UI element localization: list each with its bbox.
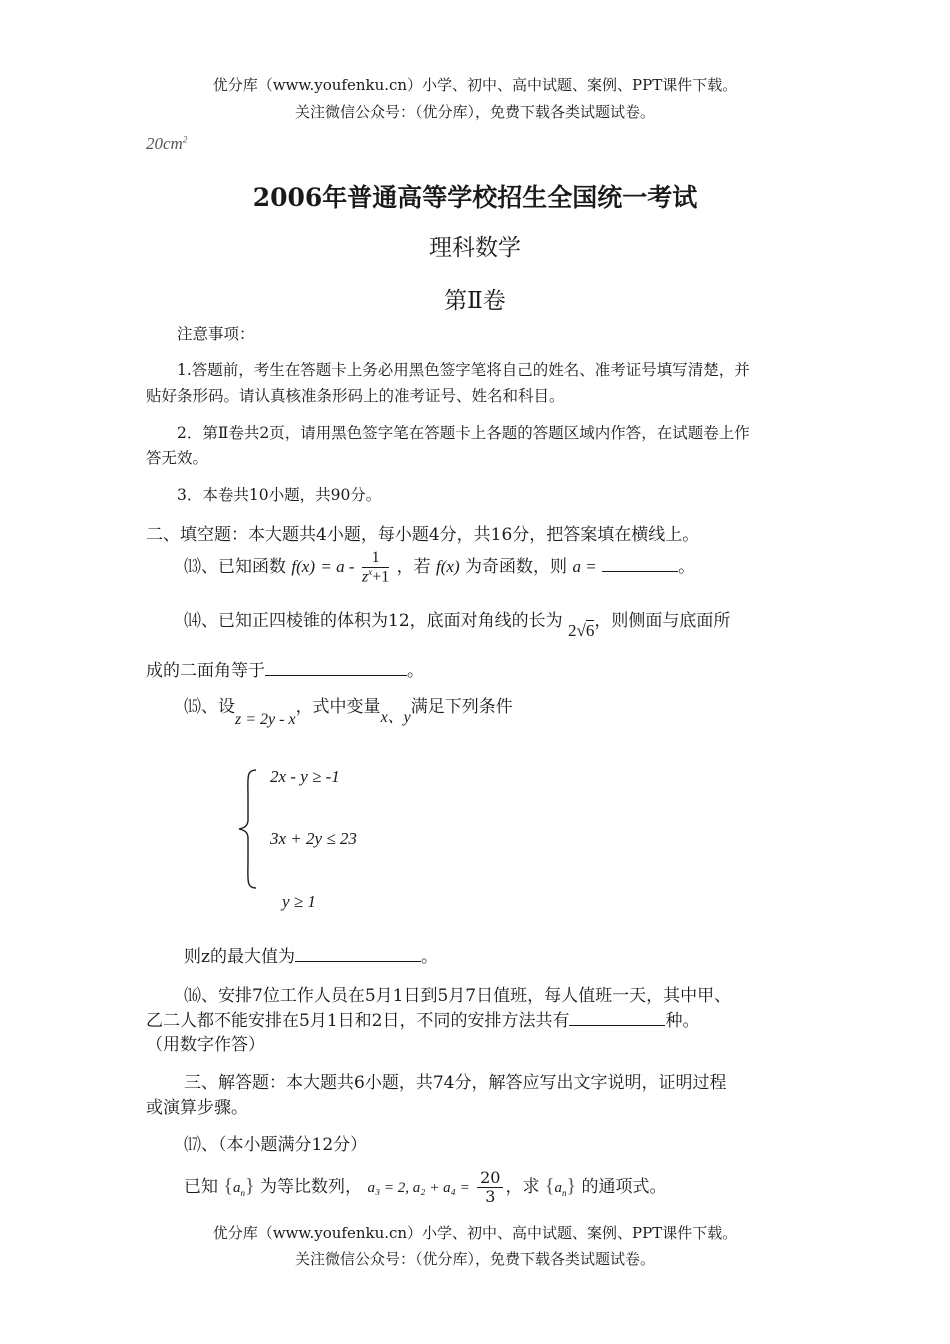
q17-sequence-2: $a_n$ <box>554 1180 567 1198</box>
exam-volume: 第Ⅱ卷 <box>444 288 506 314</box>
footer-line-2: 关注微信公众号：（优分库），免费下载各类试题试卷。 <box>294 1250 655 1268</box>
q13-a-equals: a = <box>572 557 597 576</box>
footer-line-1: 优分库（www.youfenku.cn）小学、初中、高中试题、案例、PPT课件下载。 <box>212 1224 738 1242</box>
q17-fraction <box>477 1169 503 1205</box>
header-line-2: 关注微信公众号：（优分库），免费下载各类试题试卷。 <box>294 103 655 121</box>
notice-item-2-line-1: 2．第Ⅱ卷共2页，请用黑色签字笔在答题卡上各题的答题区域内作答，在试题卷上作 <box>177 424 750 442</box>
constraint-2: 3x + 2y ≤ 23 <box>270 829 357 848</box>
constraint-1: 2x - y ≥ -1 <box>270 767 340 786</box>
q15-tail: 满足下列条件 <box>410 697 513 717</box>
question-14-line-1 <box>184 606 731 640</box>
section-3-line-1: 三、解答题：本大题共6小题，共74分，解答应写出文字说明，证明过程 <box>184 1073 727 1093</box>
q13-equals: = a - <box>320 557 355 576</box>
q14-radical: 2√6 <box>568 621 595 640</box>
q17-set-close-2: } <box>566 1175 577 1197</box>
notice-item-1-line-2: 贴好条形码。请认真核准条形码上的准考证号、姓名和科目。 <box>146 387 565 405</box>
q15-answer-blank[interactable] <box>295 945 421 962</box>
q15-mid: ，式中变量 <box>295 697 381 717</box>
question-16-line-2 <box>146 1006 699 1031</box>
header-line-1: 优分库（www.youfenku.cn）小学、初中、高中试题、案例、PPT课件下载。 <box>212 76 738 94</box>
question-13 <box>184 545 695 589</box>
q13-function: f(x) <box>291 557 315 576</box>
question-17-label: ⒄、（本小题满分12分） <box>184 1135 368 1155</box>
q13-fraction <box>362 549 389 586</box>
q17-numerator: 20 <box>477 1169 503 1188</box>
q13-numerator: 1 <box>362 549 389 568</box>
q13-end: 。 <box>678 557 696 577</box>
q17-set-open-2: { <box>544 1175 555 1197</box>
constraint-3: y ≥ 1 <box>282 892 316 911</box>
q14-text-a: ⒁、已知正四棱锥的体积为12，底面对角线的长为 <box>184 611 563 631</box>
q13-tail: 为奇函数，则 <box>465 557 568 577</box>
q14-text-c: 成的二面角等于 <box>146 661 265 681</box>
q15-expression: z = 2y - x <box>235 711 296 728</box>
q17-mid: 为等比数列， <box>260 1177 363 1197</box>
q14-text-b: ，则侧面与底面所 <box>594 611 731 631</box>
section-3-line-2: 或演算步骤。 <box>146 1098 248 1118</box>
q15-label: ⒂、设 <box>184 697 235 717</box>
question-15 <box>184 692 513 728</box>
question-17-body <box>184 1162 667 1217</box>
q13-label: ⒀、已知函数 <box>184 557 286 577</box>
q17-set-open: { <box>223 1175 234 1197</box>
q13-denominator: $z^x+1$ <box>361 566 390 586</box>
question-15-ask <box>184 942 438 967</box>
notice-item-3: 3．本卷共10小题，共90分。 <box>177 486 382 504</box>
notice-item-1-line-1: 1.答题前，考生在答题卡上务必用黑色签字笔将自己的姓名、准考证号填写清楚，并 <box>177 361 750 379</box>
q17-denominator: 3 <box>485 1187 496 1206</box>
section-2-heading: 二、填空题：本大题共4小题，每小题4分，共16分，把答案填在横线上。 <box>146 525 700 545</box>
q13-answer-blank[interactable] <box>602 555 678 572</box>
notice-heading: 注意事项： <box>177 325 255 343</box>
stray-unit: $20cm^2$ <box>146 134 188 153</box>
q16-text-a: 乙二人都不能安排在5月1日和2日，不同的安排方法共有 <box>146 1011 570 1031</box>
q16-text-b: 种。 <box>665 1011 700 1031</box>
question-16-line-1: ⒃、安排7位工作人员在5月1日到5月7日值班，每人值班一天，其中甲、 <box>184 986 732 1006</box>
notice-item-2-line-2: 答无效。 <box>146 449 209 467</box>
q14-answer-blank[interactable] <box>265 659 407 676</box>
q16-answer-blank[interactable] <box>569 1009 665 1026</box>
q17-sequence: $a_n$ <box>233 1180 246 1198</box>
q17-set-close: } <box>245 1175 255 1197</box>
exam-subject: 理科数学 <box>429 235 521 261</box>
system-brace <box>236 768 260 890</box>
exam-title: 2006年普通高等学校招生全国统一考试 <box>252 183 698 212</box>
q15-ask-text: 则z的最大值为 <box>184 947 295 967</box>
q13-function-2: f(x) <box>436 557 460 576</box>
question-16-line-3: （用数字作答） <box>146 1035 265 1055</box>
q15-variables: x、y <box>380 709 411 726</box>
q14-end: 。 <box>407 661 424 681</box>
q17-condition: a₃ = 2, a₂ + a₄ = <box>367 1180 470 1196</box>
q17-mid-2: ，求 <box>505 1177 540 1197</box>
question-14-line-2 <box>146 656 424 681</box>
q17-pre: 已知 <box>184 1177 218 1197</box>
q17-tail: 的通项式。 <box>581 1177 667 1197</box>
q13-mid: ，若 <box>396 557 431 577</box>
q15-end: 。 <box>420 947 438 967</box>
